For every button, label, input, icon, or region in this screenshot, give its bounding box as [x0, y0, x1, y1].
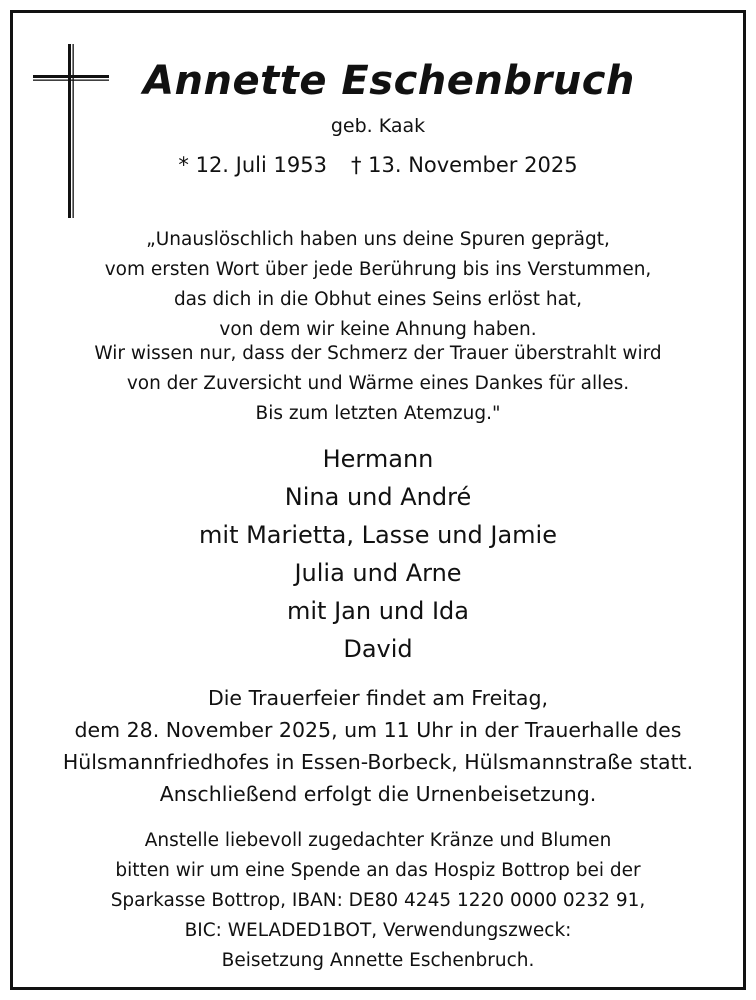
donation-line: Beisetzung Annette Eschenbruch. [221, 950, 535, 971]
quote-line: das dich in die Obhut eines Seins erlöst hat, [173, 289, 583, 310]
family-member: mit Jan und Ida [286, 597, 469, 625]
service-line: dem 28. November 2025, um 11 Uhr in der Trauerhalle des [74, 718, 682, 742]
family-member: Julia und Arne [294, 559, 462, 587]
quote-line: vom ersten Wort über jede Berührung bis ins Verstummen, [104, 259, 652, 280]
donation-line: Anstelle liebevoll zugedachter Kränze und Blumen [144, 830, 612, 851]
service-line: Anschließend erfolgt die Urnenbeisetzung. [159, 782, 597, 806]
quote-line: „Unauslöschlich haben uns deine Spuren geprägt, [146, 229, 610, 250]
service-line: Die Trauerfeier findet am Freitag, [207, 686, 549, 710]
donation-line: BIC: WELADED1BOT, Verwendungszweck: [184, 920, 572, 941]
quote-line: von dem wir keine Ahnung haben. [219, 319, 537, 340]
donation-info [0, 826, 756, 976]
family-member: Hermann [322, 445, 434, 473]
family-list [0, 440, 756, 668]
service-info [0, 682, 756, 810]
service-line: Hülsmannfriedhofes in Essen-Borbeck, Hülsmannstraße statt. [62, 750, 694, 774]
quote-line: Bis zum letzten Atemzug." [255, 403, 501, 424]
quote-stanza-2 [0, 339, 756, 429]
family-member: mit Marietta, Lasse und Jamie [199, 521, 557, 549]
family-member: Nina und André [284, 483, 472, 511]
family-member: David [343, 635, 413, 663]
donation-line: bitten wir um eine Spende an das Hospiz Bottrop bei der [115, 860, 641, 881]
quote-stanza-1 [0, 225, 756, 345]
life-dates [0, 150, 756, 180]
quote-line: von der Zuversicht und Wärme eines Dankes für alles. [126, 373, 630, 394]
deceased-name: Annette Eschenbruch [143, 58, 635, 104]
death-date: † 13. November 2025 [350, 153, 578, 177]
quote-line: Wir wissen nur, dass der Schmerz der Trauer überstrahlt wird [94, 343, 662, 364]
birth-date: * 12. Juli 1953 [178, 153, 327, 177]
donation-line: Sparkasse Bottrop, IBAN: DE80 4245 1220 0000 0232 91, [110, 890, 646, 911]
maiden-name: geb. Kaak [330, 115, 426, 137]
